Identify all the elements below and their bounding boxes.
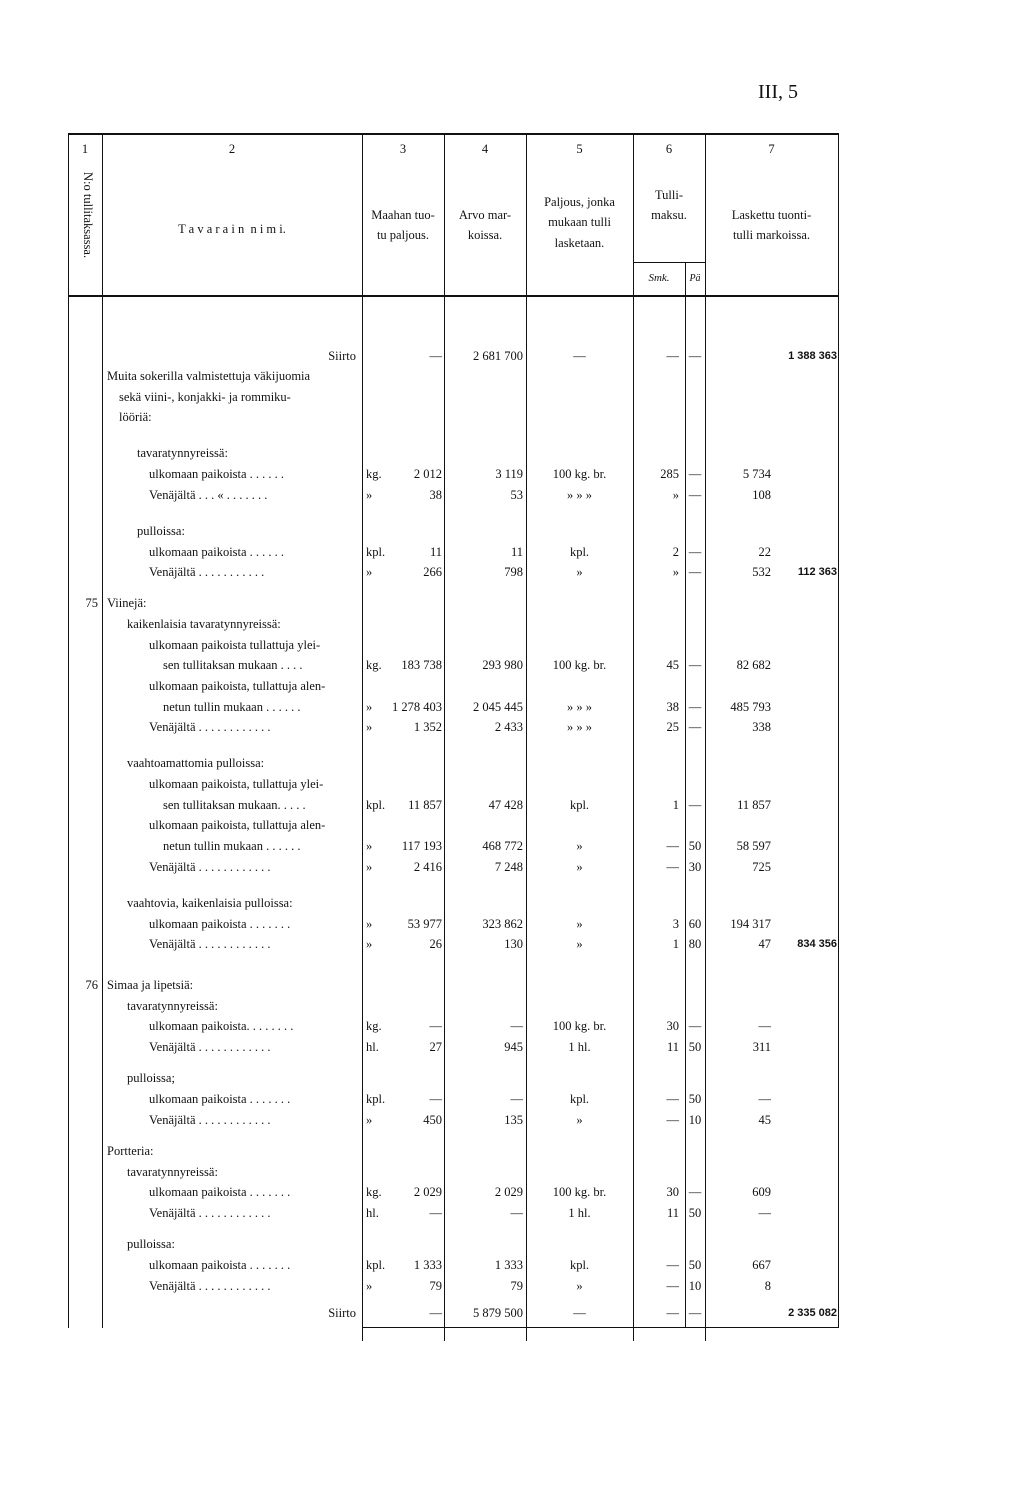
row-quantity: 266: [423, 565, 442, 579]
row-duty-markka: 45: [666, 658, 679, 672]
row-value: 2 681 700: [473, 349, 523, 363]
row-duty-markka: —: [666, 1279, 679, 1293]
row-group-total: 112 363: [797, 566, 837, 578]
row-duty-basis: » » »: [567, 488, 592, 502]
row-duty-basis: 100 kg. br.: [552, 1019, 607, 1033]
row-name: sen tullitaksan mukaan . . . .: [163, 658, 303, 672]
col-header-duty-1: Tulli-: [654, 188, 684, 202]
row-quantity: 27: [429, 1040, 442, 1054]
row-value: 2 029: [494, 1185, 523, 1199]
col-header-duty-markka: Smk.: [648, 272, 670, 284]
vline-col4-col5: [526, 133, 527, 1341]
row-duty-basis: » » »: [567, 720, 592, 734]
row-name: vaahtovia, kaikenlaisia pulloissa:: [127, 896, 293, 910]
row-name: ulkomaan paikoista. . . . . . . .: [149, 1019, 294, 1033]
row-duty-markka: 11: [666, 1206, 679, 1220]
row-unit: »: [366, 839, 373, 853]
vline-col3-col4: [444, 133, 445, 1341]
row-duty-basis: » » »: [567, 700, 592, 714]
row-duty-penni: 30: [688, 860, 702, 874]
vline-col6-col7: [705, 133, 706, 1341]
row-unit: »: [366, 488, 373, 502]
row-name: Venäjältä . . . . . . . . . . . .: [149, 1279, 271, 1293]
row-unit: kpl.: [366, 1258, 386, 1272]
row-value: 323 862: [482, 917, 523, 931]
row-calculated-duty: 725: [752, 860, 771, 874]
row-duty-basis: —: [573, 1306, 586, 1320]
col-header-quantity-1: Maahan tuo-: [371, 208, 435, 222]
row-number: 75: [85, 596, 98, 610]
row-duty-markka: —: [666, 1113, 679, 1127]
row-duty-basis: kpl.: [569, 1258, 590, 1272]
row-name: Venäjältä . . . . . . . . . . . .: [149, 860, 271, 874]
row-duty-basis: »: [576, 1113, 583, 1127]
row-calculated-duty: —: [758, 1206, 771, 1220]
col-header-basis-1: Paljous, jonka: [544, 195, 615, 209]
row-duty-penni: 50: [688, 1206, 702, 1220]
row-duty-basis: »: [576, 565, 583, 579]
row-duty-markka: —: [666, 860, 679, 874]
row-duty-basis: kpl.: [569, 1092, 590, 1106]
duty-sub-rule: [633, 262, 705, 263]
row-name: Viinejä:: [107, 596, 147, 610]
row-duty-penni: 50: [688, 1258, 702, 1272]
row-duty-markka: 38: [666, 700, 679, 714]
row-unit: kpl.: [366, 545, 386, 559]
row-calculated-duty: 108: [752, 488, 771, 502]
row-value: 7 248: [494, 860, 523, 874]
row-calculated-duty: 8: [764, 1279, 771, 1293]
row-quantity: —: [429, 1092, 442, 1106]
row-name: tavaratynnyreissä:: [127, 999, 218, 1013]
col-num-6: 6: [665, 142, 673, 156]
vline-col1-col2: [102, 133, 103, 1328]
col-num-3: 3: [399, 142, 407, 156]
row-duty-penni: —: [688, 1185, 702, 1199]
row-name: Siirto: [328, 1306, 356, 1320]
row-value: 468 772: [482, 839, 523, 853]
row-quantity: 79: [429, 1279, 442, 1293]
row-name: sen tullitaksan mukaan. . . . .: [163, 798, 306, 812]
row-duty-penni: 50: [688, 1092, 702, 1106]
row-duty-penni: 50: [688, 1040, 702, 1054]
row-name: Venäjältä . . . . . . . . . . . .: [149, 937, 271, 951]
row-value: 2 433: [494, 720, 523, 734]
row-quantity: —: [429, 1019, 442, 1033]
row-name: lööriä:: [119, 410, 152, 424]
col-header-quantity-2: tu paljous.: [376, 228, 430, 242]
header-bottom-rule: [68, 295, 838, 297]
page-number: III, 5: [758, 81, 798, 103]
row-name: Simaa ja lipetsiä:: [107, 978, 194, 992]
row-duty-penni: —: [688, 565, 702, 579]
col-header-duty-penni: Pä: [689, 273, 701, 284]
row-duty-markka: —: [666, 1306, 679, 1320]
row-name: pulloissa:: [137, 524, 185, 538]
row-duty-markka: 3: [672, 917, 679, 931]
row-calculated-duty: 667: [752, 1258, 771, 1272]
row-unit: »: [366, 1279, 373, 1293]
header-top-rule: [68, 133, 838, 135]
row-duty-penni: —: [688, 720, 702, 734]
row-value: 293 980: [482, 658, 523, 672]
row-name: ulkomaan paikoista . . . . . . .: [149, 1185, 291, 1199]
row-quantity: 53 977: [407, 917, 442, 931]
row-duty-penni: 10: [688, 1279, 702, 1293]
row-duty-markka: 25: [666, 720, 679, 734]
row-name: ulkomaan paikoista . . . . . . .: [149, 1092, 291, 1106]
row-duty-basis: 100 kg. br.: [552, 658, 607, 672]
row-duty-basis: »: [576, 839, 583, 853]
row-group-total: 2 335 082: [788, 1307, 837, 1319]
row-name: Venäjältä . . . . . . . . . . .: [149, 565, 265, 579]
row-unit: »: [366, 565, 373, 579]
row-unit: »: [366, 1113, 373, 1127]
row-quantity: 117 193: [401, 839, 442, 853]
row-name: pulloissa:: [127, 1237, 175, 1251]
row-duty-penni: 80: [688, 937, 702, 951]
row-unit: kg.: [366, 658, 382, 672]
col-header-basis-3: lasketaan.: [554, 236, 605, 250]
vline-col5-col6: [633, 133, 634, 1341]
row-duty-penni: 60: [688, 917, 702, 931]
row-quantity: 26: [429, 937, 442, 951]
row-duty-basis: kpl.: [569, 545, 590, 559]
row-duty-markka: —: [666, 349, 679, 363]
row-unit: kg.: [366, 1019, 382, 1033]
row-calculated-duty: 58 597: [736, 839, 771, 853]
row-name: Venäjältä . . . « . . . . . . .: [149, 488, 268, 502]
row-unit: »: [366, 720, 373, 734]
row-duty-penni: 50: [688, 839, 702, 853]
row-duty-markka: 2: [672, 545, 679, 559]
row-duty-markka: 11: [666, 1040, 679, 1054]
row-duty-basis: 1 hl.: [568, 1040, 591, 1054]
col-header-value-1: Arvo mar-: [458, 208, 512, 222]
row-quantity: 2 416: [413, 860, 442, 874]
row-value: 53: [510, 488, 523, 502]
row-duty-basis: »: [576, 917, 583, 931]
row-number: 76: [85, 978, 98, 992]
row-name: Venäjältä . . . . . . . . . . . .: [149, 1040, 271, 1054]
col-header-number: N:o tullitaksassa.: [81, 172, 95, 259]
row-name: ulkomaan paikoista, tullattuja alen-: [149, 818, 326, 832]
row-value: —: [510, 1019, 523, 1033]
row-name: ulkomaan paikoista . . . . . . .: [149, 1258, 291, 1272]
row-name: vaahtoamattomia pulloissa:: [127, 756, 265, 770]
vline-outer-right: [838, 133, 839, 1328]
row-duty-penni: —: [688, 1019, 702, 1033]
col-header-value-2: koissa.: [467, 228, 503, 242]
row-quantity: —: [429, 1206, 442, 1220]
row-quantity: 11 857: [408, 798, 442, 812]
row-group-total: 834 356: [797, 938, 837, 950]
row-calculated-duty: 5 734: [742, 467, 771, 481]
row-quantity: 1 278 403: [392, 700, 442, 714]
page-bottom-rule: [362, 1327, 838, 1328]
row-duty-markka: 1: [672, 798, 679, 812]
row-name: Muita sokerilla valmistettuja väkijuomia: [107, 369, 311, 383]
row-name: kaikenlaisia tavaratynnyreissä:: [127, 617, 281, 631]
row-duty-markka: »: [672, 488, 679, 502]
row-value: 47 428: [488, 798, 523, 812]
col-header-basis-2: mukaan tulli: [548, 215, 611, 229]
row-name: netun tullin mukaan . . . . . .: [163, 700, 301, 714]
row-value: 11: [510, 545, 523, 559]
row-quantity: 183 738: [401, 658, 442, 672]
col-header-calculated-1: Laskettu tuonti-: [731, 208, 812, 222]
vline-col2-col3: [362, 133, 363, 1341]
row-name: Siirto: [328, 349, 356, 363]
row-name: pulloissa;: [127, 1071, 175, 1085]
row-unit: »: [366, 860, 373, 874]
row-unit: kg.: [366, 467, 382, 481]
row-quantity: 1 352: [413, 720, 442, 734]
row-duty-basis: kpl.: [569, 798, 590, 812]
row-duty-markka: —: [666, 1258, 679, 1272]
row-quantity: 11: [429, 545, 442, 559]
row-name: Venäjältä . . . . . . . . . . . .: [149, 1113, 271, 1127]
row-unit: kg.: [366, 1185, 382, 1199]
row-calculated-duty: —: [758, 1092, 771, 1106]
row-duty-basis: —: [573, 349, 586, 363]
row-duty-penni: —: [688, 349, 702, 363]
row-quantity: 38: [429, 488, 442, 502]
row-unit: »: [366, 937, 373, 951]
row-name: tavaratynnyreissä:: [137, 446, 228, 460]
row-value: 798: [504, 565, 523, 579]
col-num-7: 7: [768, 142, 775, 156]
row-name: tavaratynnyreissä:: [127, 1165, 218, 1179]
row-duty-penni: —: [688, 1306, 702, 1320]
row-duty-penni: —: [688, 658, 702, 672]
row-calculated-duty: 485 793: [730, 700, 771, 714]
row-duty-basis: »: [576, 1279, 583, 1293]
row-duty-basis: 100 kg. br.: [552, 1185, 607, 1199]
row-calculated-duty: 47: [758, 937, 771, 951]
row-unit: kpl.: [366, 798, 386, 812]
row-name: ulkomaan paikoista . . . . . .: [149, 545, 285, 559]
row-calculated-duty: 338: [752, 720, 771, 734]
row-name: Portteria:: [107, 1144, 154, 1158]
row-name: ulkomaan paikoista tullattuja ylei-: [149, 638, 321, 652]
col-num-1: 1: [81, 142, 89, 156]
col-header-duty-2: maksu.: [651, 208, 687, 222]
row-unit: »: [366, 700, 373, 714]
row-calculated-duty: 311: [752, 1040, 771, 1054]
row-calculated-duty: 609: [752, 1185, 771, 1199]
row-duty-penni: 10: [688, 1113, 702, 1127]
row-unit: hl.: [366, 1040, 379, 1054]
row-calculated-duty: 82 682: [736, 658, 771, 672]
row-duty-basis: 100 kg. br.: [552, 467, 607, 481]
row-value: 5 879 500: [473, 1306, 523, 1320]
row-duty-penni: —: [688, 488, 702, 502]
row-duty-markka: 1: [672, 937, 679, 951]
row-calculated-duty: 22: [758, 545, 771, 559]
row-duty-basis: 1 hl.: [568, 1206, 591, 1220]
row-duty-markka: —: [666, 1092, 679, 1106]
col-num-2: 2: [228, 142, 236, 156]
row-name: ulkomaan paikoista . . . . . .: [149, 467, 285, 481]
row-value: 945: [504, 1040, 523, 1054]
row-name: Venäjältä . . . . . . . . . . . .: [149, 1206, 271, 1220]
vline-outer-left: [68, 133, 69, 1328]
row-duty-penni: —: [688, 700, 702, 714]
row-quantity: 1 333: [413, 1258, 442, 1272]
row-value: 135: [504, 1113, 523, 1127]
col-header-name: T a v a r a i n n i m i.: [178, 222, 286, 236]
row-value: 3 119: [495, 467, 523, 481]
row-name: ulkomaan paikoista . . . . . . .: [149, 917, 291, 931]
row-value: 130: [504, 937, 523, 951]
row-value: 1 333: [494, 1258, 523, 1272]
row-quantity: 2 012: [413, 467, 442, 481]
row-quantity: —: [429, 349, 442, 363]
row-duty-markka: 30: [666, 1185, 679, 1199]
row-duty-markka: 30: [666, 1019, 679, 1033]
row-calculated-duty: 45: [758, 1113, 771, 1127]
row-value: 79: [510, 1279, 523, 1293]
row-group-total: 1 388 363: [788, 350, 837, 362]
row-duty-markka: —: [666, 839, 679, 853]
row-duty-penni: —: [688, 545, 702, 559]
col-num-4: 4: [481, 142, 489, 156]
row-quantity: 2 029: [413, 1185, 442, 1199]
row-calculated-duty: —: [758, 1019, 771, 1033]
row-unit: »: [366, 917, 373, 931]
row-name: sekä viini-, konjakki- ja rommiku-: [119, 390, 291, 404]
row-unit: kpl.: [366, 1092, 386, 1106]
row-duty-penni: —: [688, 798, 702, 812]
row-value: —: [510, 1206, 523, 1220]
col-header-calculated-2: tulli markoissa.: [732, 228, 811, 242]
row-value: —: [510, 1092, 523, 1106]
row-name: ulkomaan paikoista, tullattuja ylei-: [149, 777, 324, 791]
row-calculated-duty: 11 857: [737, 798, 771, 812]
row-duty-penni: —: [688, 467, 702, 481]
row-quantity: —: [429, 1306, 442, 1320]
row-name: ulkomaan paikoista, tullattuja alen-: [149, 679, 326, 693]
row-duty-markka: 285: [660, 467, 679, 481]
row-duty-markka: »: [672, 565, 679, 579]
row-duty-basis: »: [576, 860, 583, 874]
row-duty-basis: »: [576, 937, 583, 951]
row-unit: hl.: [366, 1206, 379, 1220]
row-calculated-duty: 194 317: [730, 917, 771, 931]
row-name: Venäjältä . . . . . . . . . . . .: [149, 720, 271, 734]
row-calculated-duty: 532: [752, 565, 771, 579]
row-name: netun tullin mukaan . . . . . .: [163, 839, 301, 853]
row-value: 2 045 445: [473, 700, 523, 714]
vline-duty-split: [685, 262, 686, 1328]
col-num-5: 5: [576, 142, 583, 156]
row-quantity: 450: [423, 1113, 442, 1127]
